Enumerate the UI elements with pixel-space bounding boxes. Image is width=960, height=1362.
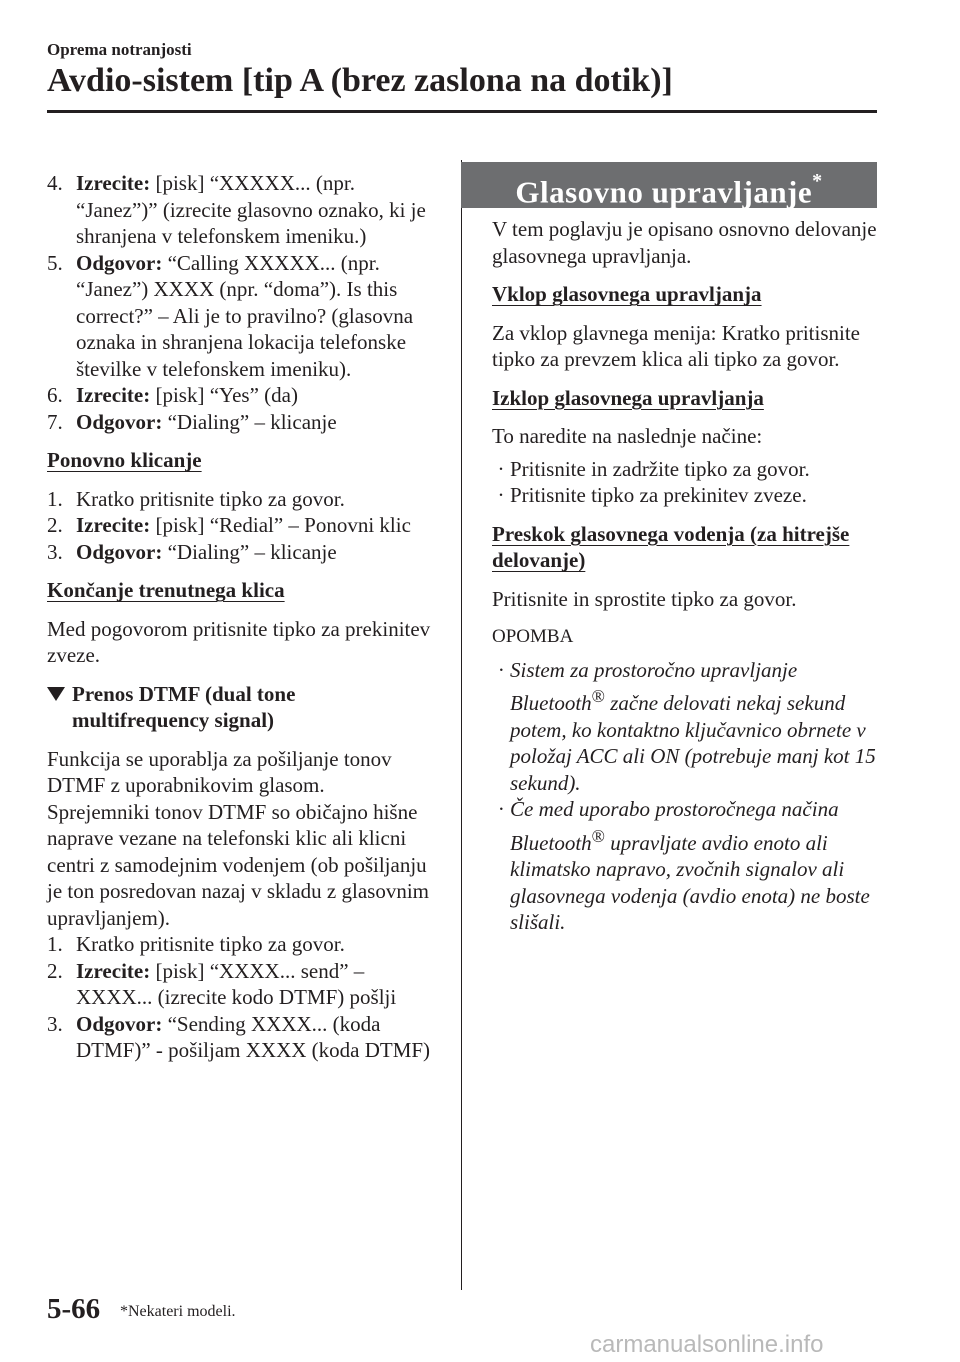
step-text: “Dialing” – klicanje <box>162 539 337 564</box>
bullet-icon: · <box>498 797 504 821</box>
step-item <box>47 512 432 539</box>
step-item <box>47 170 432 250</box>
step-text: Kratko pritisnite tipko za govor. <box>76 932 345 956</box>
paragraph: Funkcija se uporablja za pošiljanje tonov DTMF z uporabnikovim glasom. Sprejemniki tonov DTMF so običajno hišne naprave vezane na telefonski klic ali klicni centri z samodejnim vodenjem (ob pošiljanju je ton posredovan nazaj v skladu z glasovnim upravljanjem). <box>47 746 429 930</box>
bullet-icon: · <box>497 456 505 481</box>
right-column <box>492 216 877 936</box>
step-text: “Calling XXXXX... (npr. “Janez”) XXXX (npr. “doma”). Is this correct?” – Ali je to pravilno? (glasovna oznaka in shranjena lokacija telefonske številke v telefonskem imeniku). <box>76 250 414 381</box>
step-item <box>47 382 432 409</box>
paragraph: To naredite na naslednje načine: <box>492 424 763 448</box>
subheading-end-call: Končanje trenutnega klica <box>47 578 285 602</box>
footnote: *Nekateri modeli. <box>120 1303 236 1320</box>
column-divider <box>461 160 462 1290</box>
step-item <box>47 486 432 513</box>
paragraph: Za vklop glavnega menija: Kratko pritisnite tipko za prevzem klica ali tipko za govor. <box>492 320 860 371</box>
step-item <box>47 409 432 436</box>
left-column <box>47 170 432 1064</box>
step-text: “Dialing” – klicanje <box>162 409 337 434</box>
paragraph: Med pogovorom pritisnite tipko za prekinitev zveze. <box>47 616 431 667</box>
step-number: 6. <box>47 383 63 407</box>
step-label: Odgovor: <box>76 539 163 564</box>
step-item <box>47 931 432 958</box>
subheading-voice-off: Izklop glasovnega upravljanja <box>492 385 764 410</box>
step-number: 1. <box>47 486 63 511</box>
step-label: Izrecite: <box>76 958 151 983</box>
note-item: · Sistem za prostoročno upravljanje Bluetooth® začne delovati nekaj sekund potem, ko kontaktno ključavnico obrnete v položaj ACC ali ON (potrebuje manj kot 15 sekund). <box>492 657 877 797</box>
watermark: carmanualsonline.info <box>590 1331 824 1358</box>
subheading-skip-guidance-cont: delovanje) <box>492 548 586 572</box>
page-title: Avdio-sistem [tip A (brez zaslona na dotik)] <box>47 62 673 99</box>
step-list <box>47 486 432 566</box>
step-text: [pisk] “XXXX... send” – XXXX... (izrecite kodo DTMF) pošlji <box>76 958 397 1009</box>
step-number: 3. <box>47 1011 63 1036</box>
paragraph: V tem poglavju je opisano osnovno delovanje glasovnega upravljanja. <box>492 217 877 268</box>
list-item: · Pritisnite in zadržite tipko za govor. <box>492 456 877 483</box>
section-label: Oprema notranjosti <box>47 40 192 59</box>
step-text: Kratko pritisnite tipko za govor. <box>76 486 345 511</box>
subheading-redial: Ponovno klicanje <box>47 448 202 472</box>
step-number: 1. <box>47 932 63 956</box>
step-list <box>47 931 432 1064</box>
step-label: Odgovor: <box>76 409 163 434</box>
page-number: 5-66 <box>47 1293 101 1325</box>
list-item: · Pritisnite tipko za prekinitev zveze. <box>492 482 877 509</box>
step-number: 4. <box>47 171 63 195</box>
step-list <box>47 170 432 435</box>
step-text: [pisk] “Yes” (da) <box>150 383 298 407</box>
step-label: Izrecite: <box>76 513 151 537</box>
step-text: [pisk] “XXXXX... (npr. “Janez”)” (izrecite glasovno oznako, ki je shranjena v telefonskem imeniku.) <box>76 171 426 248</box>
step-number: 5. <box>47 250 63 275</box>
step-label: Izrecite: <box>76 171 151 195</box>
header-rule <box>47 110 877 113</box>
step-item <box>47 1011 432 1064</box>
step-label: Odgovor: <box>76 1011 163 1036</box>
step-label: Izrecite: <box>76 383 151 407</box>
note-item: · Če med uporabo prostoročnega načina Bluetooth® upravljate avdio enoto ali klimatsko napravo, zvočnih signalov ali glasovnega vodenja (avdio enota) ne boste slišali. <box>492 796 877 936</box>
step-item <box>47 958 432 1011</box>
bullet-icon: · <box>497 483 505 507</box>
subheading-skip-guidance: Preskok glasovnega vodenja (za hitrejše <box>492 521 850 546</box>
bullet-icon: · <box>498 657 504 682</box>
step-label: Odgovor: <box>76 250 163 275</box>
step-number: 2. <box>47 513 63 537</box>
note-label: OPOMBA <box>492 626 574 647</box>
step-number: 7. <box>47 409 63 434</box>
paragraph: Pritisnite in sprostite tipko za govor. <box>492 586 797 611</box>
step-text: [pisk] “Redial” – Ponovni klic <box>150 513 411 537</box>
section-banner: Glasovno upravljanje* <box>461 162 877 208</box>
subheading-dtmf: Prenos DTMF (dual tone multifrequency signal) <box>47 681 432 734</box>
triangle-marker-icon <box>47 687 65 701</box>
step-number: 2. <box>47 958 63 983</box>
step-item <box>47 250 432 383</box>
step-number: 3. <box>47 539 63 564</box>
step-text: “Sending XXXX... (koda DTMF)” - pošiljam XXXX (koda DTMF) <box>76 1011 431 1062</box>
subheading-voice-on: Vklop glasovnega upravljanja <box>492 282 762 306</box>
step-item <box>47 539 432 566</box>
